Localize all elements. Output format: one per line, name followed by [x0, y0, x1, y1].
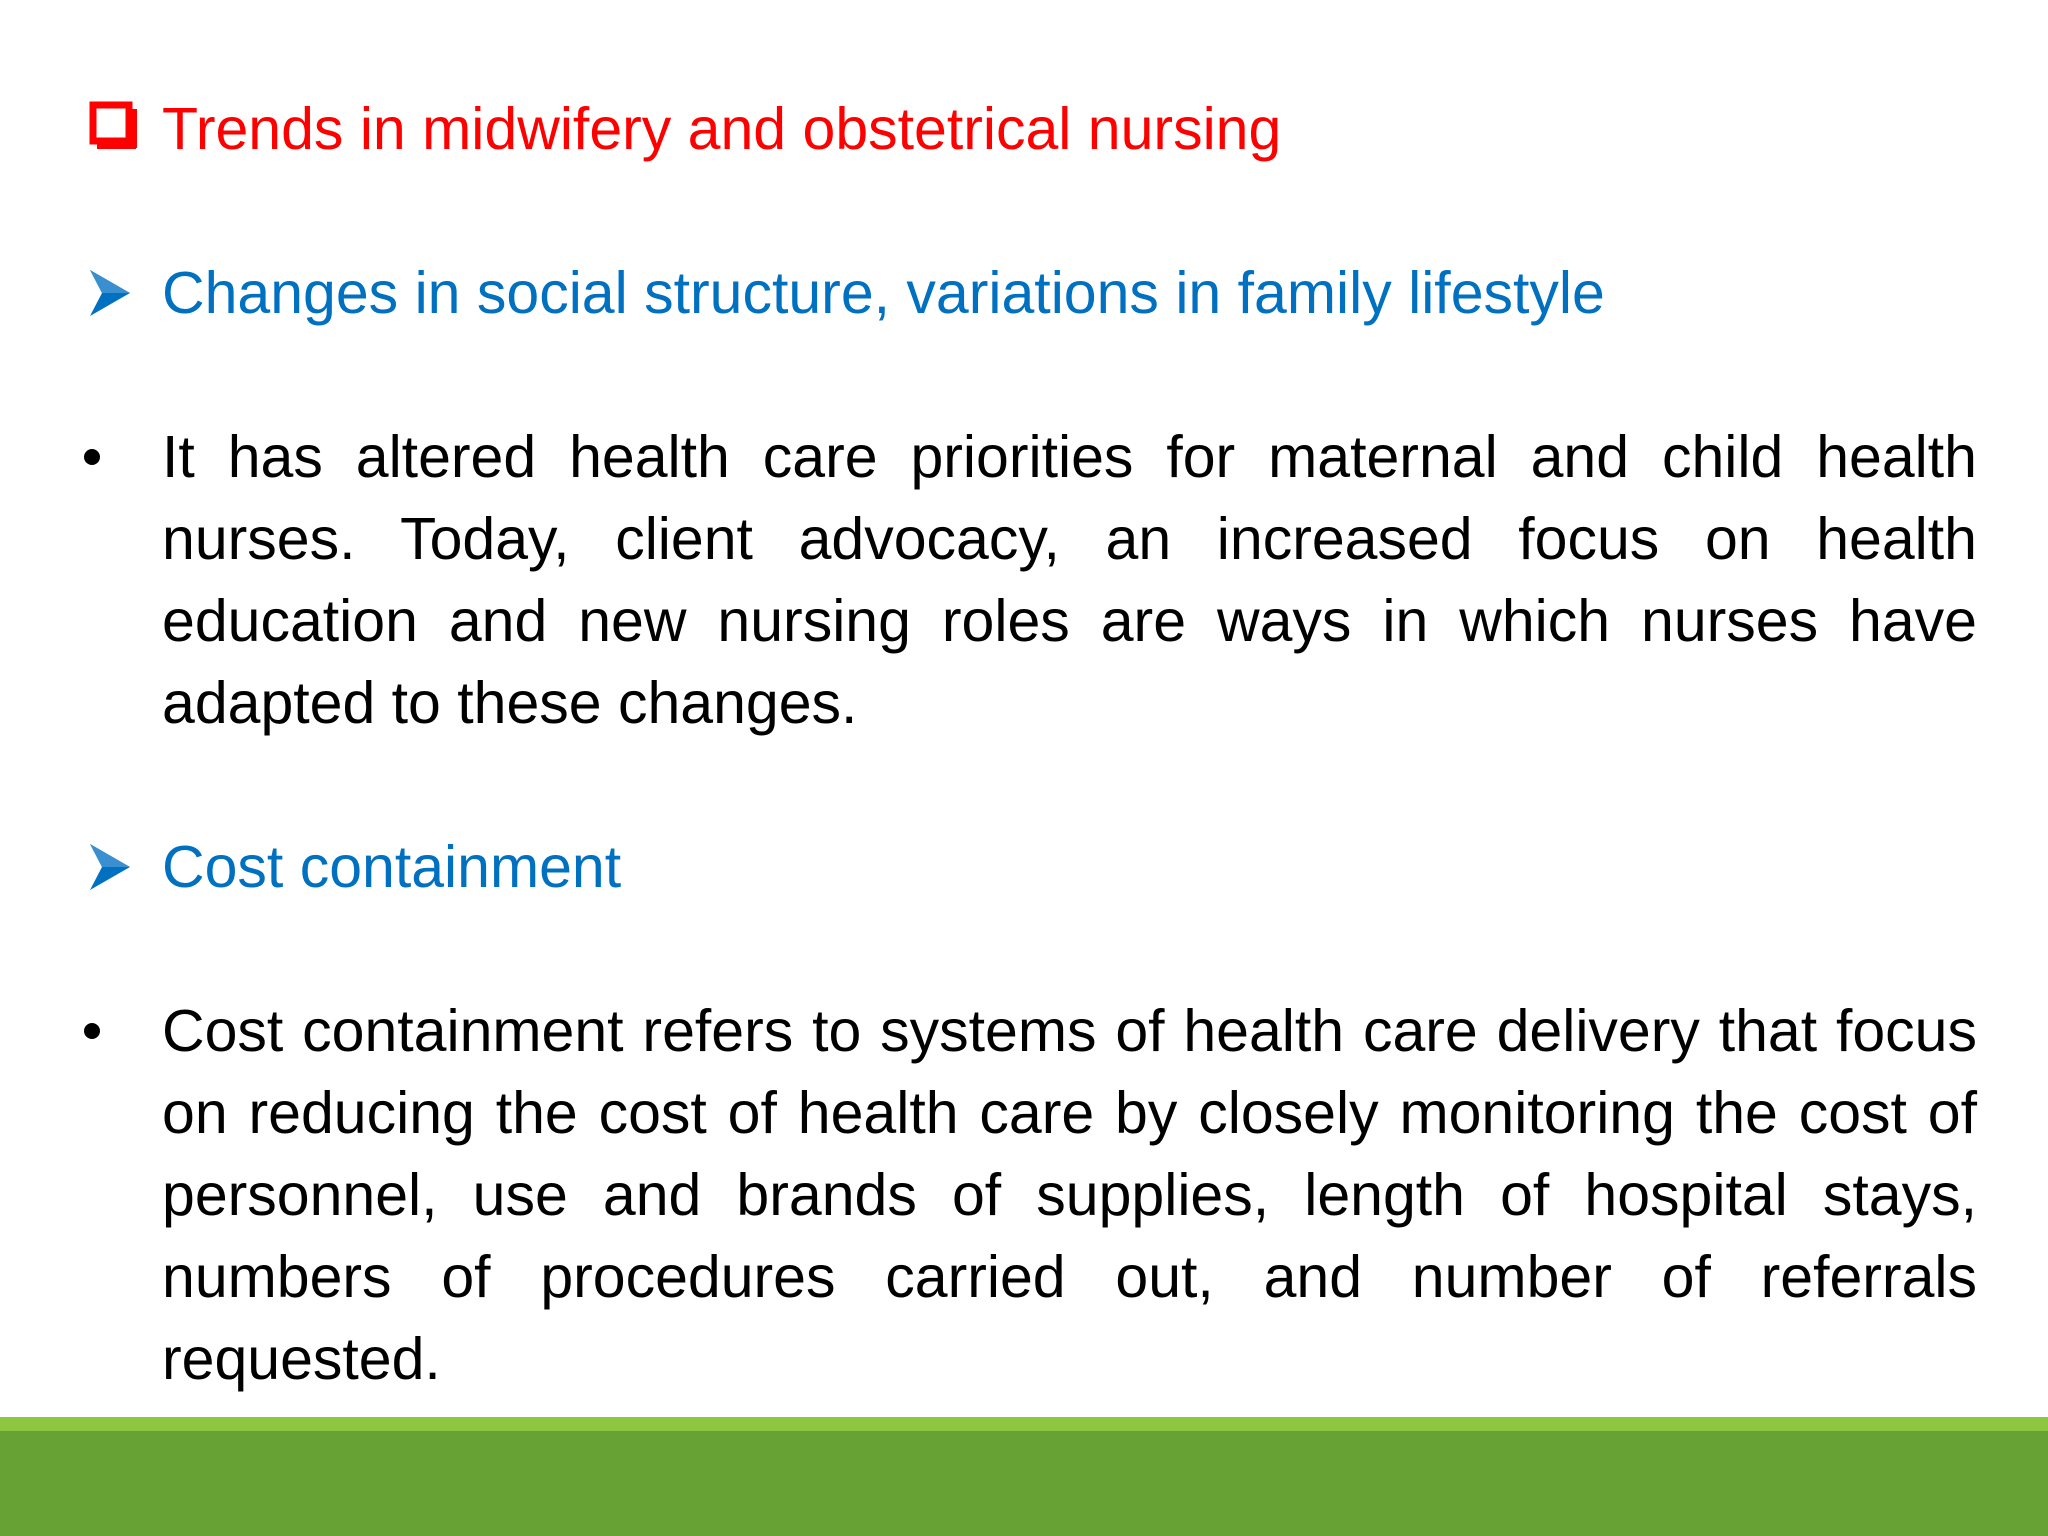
footer-band-light: [0, 1417, 2048, 1431]
footer-band-dark: [0, 1431, 2048, 1536]
bullet-dot-icon: [84, 449, 100, 465]
section-body-cost-containment: Cost containment refers to systems of health care delivery that focus on reducing the cost of health care by closely monitoring the cost of personnel, use and brands of supplies, length of hospital stays, numbers of procedures carried out, and number of referrals requested.: [162, 998, 1977, 1392]
section-body-social-structure: It has altered health care priorities for maternal and child health nurses. Today, client advocacy, an increased focus on health education and new nursing roles are ways in which nurses have adapted to these changes.: [162, 424, 1977, 736]
arrow-bullet-icon: [88, 268, 132, 318]
slide-title: Trends in midwifery and obstetrical nursing: [162, 96, 1282, 162]
section-heading-cost-containment: Cost containment: [162, 834, 622, 900]
bullet-dot-icon: [84, 1023, 100, 1039]
checkbox-square-icon: [88, 100, 140, 152]
section-heading-social-structure: Changes in social structure, variations in family lifestyle: [162, 260, 1605, 326]
arrow-bullet-icon: [88, 842, 132, 892]
